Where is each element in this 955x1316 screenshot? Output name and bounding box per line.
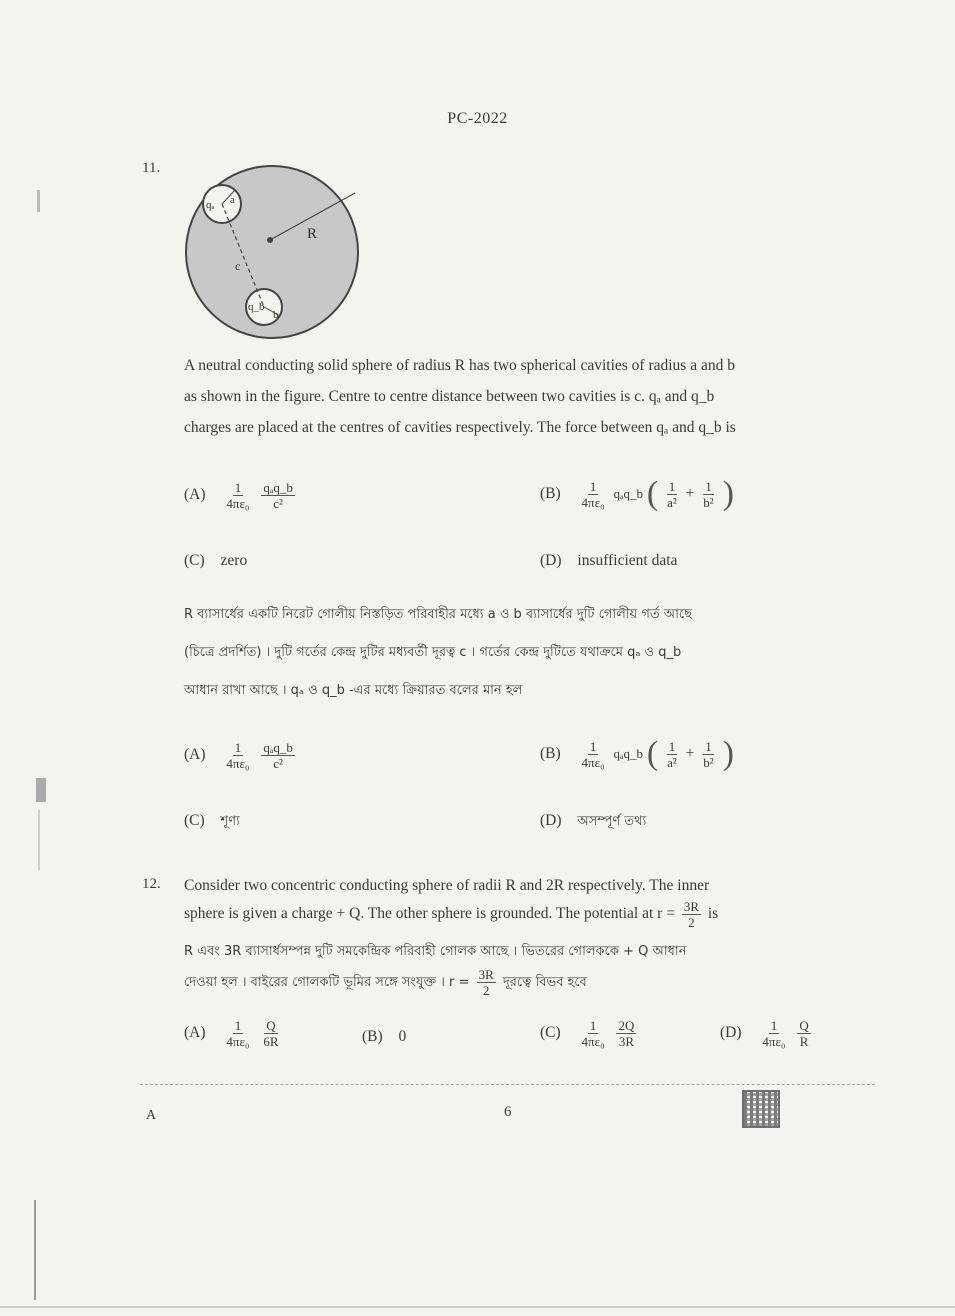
- inverse-a2: $\frac{1}{\text{a²}}$: [667, 478, 677, 510]
- q11-figure: [180, 160, 364, 344]
- page-number: 6: [504, 1104, 512, 1120]
- inverse-b2: $\frac{1}{\text{b²}}$: [703, 478, 714, 510]
- option-label: (B): [540, 744, 561, 762]
- exam-code-header: PC-2022: [447, 110, 508, 127]
- q11-en-option-d: [540, 552, 677, 570]
- option-text: zero: [220, 552, 248, 569]
- coulomb-constant: $\frac{1}{\text{4πε₀}}$: [581, 1018, 605, 1049]
- scan-mark: [36, 778, 46, 802]
- option-label: (A): [184, 486, 206, 504]
- q12-option-d: [720, 1018, 814, 1049]
- r-fraction: $\frac{3R}{2}$: [683, 898, 699, 930]
- inverse-b2: $\frac{1}{\text{b²}}$: [703, 738, 714, 770]
- q11-en-option-b: (B) $\frac{1}{\text{4πε₀}}$ qₐq_b ( $\frac{1}{\text{a²}}$ + $\frac{1}{\text{b²}}$ ): [540, 475, 734, 512]
- q12-option-a: [184, 1018, 284, 1049]
- q12-bn-line-1: R এবং 3R ব্যাসার্ধসম্পন্ন দুটি সমকেন্দ্রিক পরিবাহী গোলক আছে । ভিতরের গোলককে + Q আধান: [184, 944, 687, 959]
- qr-code-icon: [742, 1090, 780, 1128]
- charge-over-distance: $\frac{2Q}{3R}$: [618, 1018, 635, 1049]
- q12-option-c: [540, 1018, 639, 1049]
- option-label: (B): [362, 1028, 383, 1045]
- r-fraction: $\frac{3R}{2}$: [478, 967, 494, 998]
- q11-en-line-3: charges are placed at the centres of cavities respectively. The force between qₐ and q_b is: [184, 419, 736, 436]
- footer-divider: [140, 1084, 875, 1085]
- question-number-12: 12.: [142, 876, 161, 892]
- option-label: (D): [540, 552, 562, 569]
- charge-over-c2: $\frac{\text{qₐq\_b}}{\text{c²}}$: [263, 480, 293, 511]
- booklet-set-label: A: [146, 1108, 157, 1123]
- scan-mark: [38, 810, 40, 870]
- coulomb-constant: $\frac{1}{\text{4πε₀}}$: [226, 740, 250, 771]
- q12-option-b: [362, 1028, 406, 1046]
- q11-english-text: [184, 350, 874, 443]
- label-qb: q_b: [248, 301, 265, 313]
- q11-en-line-1: A neutral conducting solid sphere of radius R has two spherical cavities of radius a and b: [184, 357, 735, 374]
- coulomb-constant: $\frac{1}{\text{4πε₀}}$: [581, 738, 605, 770]
- option-label: (C): [184, 552, 205, 569]
- q11-bengali-text: [184, 596, 874, 710]
- label-qa: qₐ: [206, 199, 215, 211]
- charge-over-distance: $\frac{Q}{6R}$: [263, 1018, 279, 1049]
- q11-bn-option-b: (B) $\frac{1}{\text{4πε₀}}$ qₐq_b ( $\frac{1}{\text{a²}}$ + $\frac{1}{\text{b²}}$ ): [540, 735, 734, 772]
- option-label: (C): [540, 1024, 561, 1042]
- charge-product: qₐq_b: [613, 486, 644, 501]
- charge-over-c2: $\frac{\text{qₐq\_b}}{\text{c²}}$: [263, 740, 293, 771]
- option-label: (B): [540, 484, 561, 502]
- option-label: (C): [184, 812, 205, 829]
- option-label: (D): [720, 1024, 742, 1042]
- label-a: a: [230, 194, 235, 206]
- label-b: b: [273, 309, 279, 321]
- inverse-a2: $\frac{1}{\text{a²}}$: [667, 738, 677, 770]
- q12-en-line-2: sphere is given a charge + Q. The other sphere is grounded. The potential at r = $\frac{3R}{2}$ is: [184, 898, 719, 930]
- question-number-11: 11.: [142, 160, 161, 176]
- option-label: (A): [184, 746, 206, 764]
- q11-en-option-c: [184, 552, 247, 570]
- option-text: insufficient data: [577, 552, 678, 569]
- option-text: 0: [398, 1028, 407, 1045]
- q11-bn-line-3: আধান রাখা আছে । qₐ ও q_b -এর মধ্যে ক্রিয়ারত বলের মান হল: [184, 683, 523, 698]
- q11-bn-line-2: (চিত্রে প্রদর্শিত) । দুটি গর্তের কেন্দ্র দুটির মধ্যবর্তী দূরত্ব c । গর্তের কেন্দ্র দুটিতে যথাক্রমে qₐ ও q_b: [184, 645, 682, 660]
- q11-bn-option-c: [184, 812, 240, 833]
- q11-bn-option-d: [540, 812, 646, 833]
- q12-en-line-1: Consider two concentric conducting sphere of radii R and 2R respectively. The inner: [184, 877, 710, 894]
- option-label: (A): [184, 1024, 206, 1042]
- q12-bn-line-2: দেওয়া হল । বাইরের গোলকটি ভূমির সঙ্গে সংযুক্ত । r = $\frac{3R}{2}$ দূরত্বে বিভব হবে: [184, 967, 587, 998]
- label-R: R: [307, 226, 318, 242]
- scan-mark: [37, 190, 40, 212]
- option-label: (D): [540, 812, 562, 829]
- q11-en-line-2: as shown in the figure. Centre to centre distance between two cavities is c. qₐ and q_b: [184, 388, 715, 405]
- q11-bn-option-a: [184, 740, 298, 771]
- option-text: অসম্পূর্ণ তথ্য: [577, 814, 647, 829]
- charge-product: qₐq_b: [613, 746, 644, 761]
- scan-edge: [34, 1200, 36, 1300]
- coulomb-constant: $\frac{1}{\text{4πε₀}}$: [581, 478, 605, 510]
- coulomb-constant: $\frac{1}{\text{4πε₀}}$: [226, 1018, 250, 1049]
- scan-bottom-edge: [0, 1306, 955, 1308]
- q11-en-option-a: [184, 480, 298, 511]
- label-c: c: [235, 259, 241, 273]
- coulomb-constant: $\frac{1}{\text{4πε₀}}$: [762, 1018, 786, 1049]
- charge-over-distance: $\frac{Q}{R}$: [799, 1018, 809, 1049]
- option-text: শূণ্য: [220, 814, 240, 829]
- coulomb-constant: $\frac{1}{\text{4πε₀}}$: [226, 480, 250, 511]
- q11-bn-line-1: R ব্যাসার্ধের একটি নিরেট গোলীয় নিস্তড়িত পরিবাহীর মধ্যে a ও b ব্যাসার্ধের দুটি গোলীয় গর্ত আছে: [184, 607, 693, 622]
